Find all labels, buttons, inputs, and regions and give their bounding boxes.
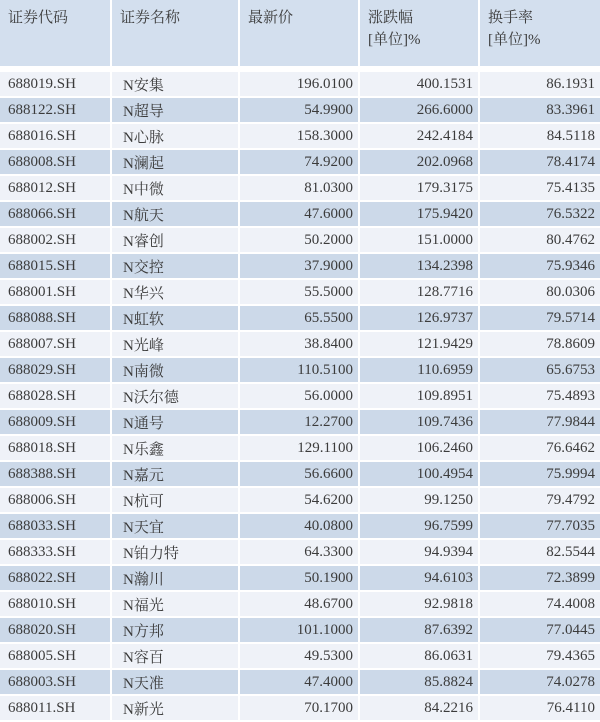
change-percent-cell[interactable]: 121.9429	[360, 332, 480, 358]
table-row	[0, 592, 600, 618]
turnover-rate-cell[interactable]: 75.9994	[480, 462, 600, 488]
security-name-cell[interactable]: N天宜	[112, 514, 240, 540]
header-security-code[interactable]	[0, 0, 112, 72]
header-label: 涨跌幅	[368, 10, 414, 26]
security-code-cell[interactable]: 688016.SH	[0, 124, 112, 150]
security-name-cell[interactable]: N杭可	[112, 488, 240, 514]
table-row	[0, 410, 600, 436]
security-code-cell[interactable]: 688005.SH	[0, 644, 112, 670]
latest-price-cell[interactable]: 47.4000	[240, 670, 360, 696]
latest-price-cell[interactable]: 38.8400	[240, 332, 360, 358]
header-label: 最新价	[248, 10, 294, 26]
change-percent-cell[interactable]: 128.7716	[360, 280, 480, 306]
turnover-rate-cell[interactable]: 79.5714	[480, 306, 600, 332]
table-row	[0, 696, 600, 722]
change-percent-cell[interactable]: 100.4954	[360, 462, 480, 488]
security-code-cell[interactable]: 688022.SH	[0, 566, 112, 592]
change-percent-cell[interactable]: 242.4184	[360, 124, 480, 150]
security-code-cell[interactable]: 688006.SH	[0, 488, 112, 514]
turnover-rate-cell[interactable]: 75.4135	[480, 176, 600, 202]
turnover-rate-cell[interactable]: 75.4893	[480, 384, 600, 410]
header-security-name[interactable]	[112, 0, 240, 72]
security-code-cell[interactable]: 688015.SH	[0, 254, 112, 280]
latest-price-cell[interactable]: 196.0100	[240, 72, 360, 98]
table-body	[0, 72, 600, 722]
change-percent-cell[interactable]: 266.6000	[360, 98, 480, 124]
turnover-rate-cell[interactable]: 80.4762	[480, 228, 600, 254]
header-row	[0, 0, 600, 72]
security-name-cell[interactable]: N超导	[112, 98, 240, 124]
security-code-cell[interactable]: 688011.SH	[0, 696, 112, 722]
table-row	[0, 514, 600, 540]
change-percent-cell[interactable]: 94.9394	[360, 540, 480, 566]
security-code-cell[interactable]: 688003.SH	[0, 670, 112, 696]
security-code-cell[interactable]: 688066.SH	[0, 202, 112, 228]
table-row	[0, 176, 600, 202]
header-turnover-rate[interactable]	[480, 0, 600, 72]
security-name-cell[interactable]: N航天	[112, 202, 240, 228]
header-unit-label: [单位]%	[488, 32, 541, 48]
table-row	[0, 280, 600, 306]
change-percent-cell[interactable]: 85.8824	[360, 670, 480, 696]
table-row	[0, 358, 600, 384]
change-percent-cell[interactable]: 99.1250	[360, 488, 480, 514]
latest-price-cell[interactable]: 56.6600	[240, 462, 360, 488]
turnover-rate-cell[interactable]: 86.1931	[480, 72, 600, 98]
latest-price-cell[interactable]: 37.9000	[240, 254, 360, 280]
turnover-rate-cell[interactable]: 84.5118	[480, 124, 600, 150]
table-row	[0, 644, 600, 670]
change-percent-cell[interactable]: 110.6959	[360, 358, 480, 384]
table-row	[0, 670, 600, 696]
turnover-rate-cell[interactable]: 83.3961	[480, 98, 600, 124]
latest-price-cell[interactable]: 64.3300	[240, 540, 360, 566]
security-code-cell[interactable]: 688001.SH	[0, 280, 112, 306]
latest-price-cell[interactable]: 129.1100	[240, 436, 360, 462]
table-row	[0, 98, 600, 124]
header-latest-price[interactable]	[240, 0, 360, 72]
turnover-rate-cell[interactable]: 74.4008	[480, 592, 600, 618]
turnover-rate-cell[interactable]: 80.0306	[480, 280, 600, 306]
security-code-cell[interactable]: 688333.SH	[0, 540, 112, 566]
change-percent-cell[interactable]: 87.6392	[360, 618, 480, 644]
table-row	[0, 72, 600, 98]
table-row	[0, 306, 600, 332]
turnover-rate-cell[interactable]: 77.9844	[480, 410, 600, 436]
security-name-cell[interactable]: N容百	[112, 644, 240, 670]
security-name-cell[interactable]: N澜起	[112, 150, 240, 176]
security-name-cell[interactable]: N通号	[112, 410, 240, 436]
latest-price-cell[interactable]: 55.5000	[240, 280, 360, 306]
latest-price-cell[interactable]: 110.5100	[240, 358, 360, 384]
security-code-cell[interactable]: 688033.SH	[0, 514, 112, 540]
security-code-cell[interactable]: 688002.SH	[0, 228, 112, 254]
turnover-rate-cell[interactable]: 79.4365	[480, 644, 600, 670]
latest-price-cell[interactable]: 47.6000	[240, 202, 360, 228]
security-code-cell[interactable]: 688388.SH	[0, 462, 112, 488]
security-name-cell[interactable]: N新光	[112, 696, 240, 722]
turnover-rate-cell[interactable]: 65.6753	[480, 358, 600, 384]
security-code-cell[interactable]: 688007.SH	[0, 332, 112, 358]
security-name-cell[interactable]: N铂力特	[112, 540, 240, 566]
security-name-cell[interactable]: N中微	[112, 176, 240, 202]
latest-price-cell[interactable]: 50.1900	[240, 566, 360, 592]
header-unit-label: [单位]%	[368, 32, 421, 48]
change-percent-cell[interactable]: 400.1531	[360, 72, 480, 98]
table-header	[0, 0, 600, 72]
header-label: 证券代码	[8, 10, 69, 26]
table-row	[0, 150, 600, 176]
security-name-cell[interactable]: N光峰	[112, 332, 240, 358]
table-row	[0, 254, 600, 280]
turnover-rate-cell[interactable]: 78.4174	[480, 150, 600, 176]
header-label: 换手率	[488, 10, 534, 26]
security-name-cell[interactable]: N虹软	[112, 306, 240, 332]
security-code-cell[interactable]: 688122.SH	[0, 98, 112, 124]
latest-price-cell[interactable]: 12.2700	[240, 410, 360, 436]
latest-price-cell[interactable]: 158.3000	[240, 124, 360, 150]
table-row	[0, 436, 600, 462]
turnover-rate-cell[interactable]: 76.6462	[480, 436, 600, 462]
table-row	[0, 228, 600, 254]
security-name-cell[interactable]: N瀚川	[112, 566, 240, 592]
security-name-cell[interactable]: N天准	[112, 670, 240, 696]
table-row	[0, 462, 600, 488]
turnover-rate-cell[interactable]: 82.5544	[480, 540, 600, 566]
latest-price-cell[interactable]: 54.6200	[240, 488, 360, 514]
change-percent-cell[interactable]: 175.9420	[360, 202, 480, 228]
change-percent-cell[interactable]: 84.2216	[360, 696, 480, 722]
table-row	[0, 202, 600, 228]
turnover-rate-cell[interactable]: 75.9346	[480, 254, 600, 280]
turnover-rate-cell[interactable]: 77.0445	[480, 618, 600, 644]
change-percent-cell[interactable]: 106.2460	[360, 436, 480, 462]
security-code-cell[interactable]: 688009.SH	[0, 410, 112, 436]
table-row	[0, 124, 600, 150]
change-percent-cell[interactable]: 126.9737	[360, 306, 480, 332]
security-code-cell[interactable]: 688028.SH	[0, 384, 112, 410]
turnover-rate-cell[interactable]: 79.4792	[480, 488, 600, 514]
change-percent-cell[interactable]: 202.0968	[360, 150, 480, 176]
security-name-cell[interactable]: N方邦	[112, 618, 240, 644]
latest-price-cell[interactable]: 40.0800	[240, 514, 360, 540]
security-name-cell[interactable]: N沃尔德	[112, 384, 240, 410]
security-name-cell[interactable]: N嘉元	[112, 462, 240, 488]
turnover-rate-cell[interactable]: 78.8609	[480, 332, 600, 358]
security-code-cell[interactable]: 688020.SH	[0, 618, 112, 644]
change-percent-cell[interactable]: 92.9818	[360, 592, 480, 618]
table-row	[0, 540, 600, 566]
security-code-cell[interactable]: 688008.SH	[0, 150, 112, 176]
security-name-cell[interactable]: N南微	[112, 358, 240, 384]
security-name-cell[interactable]: N福光	[112, 592, 240, 618]
latest-price-cell[interactable]: 70.1700	[240, 696, 360, 722]
turnover-rate-cell[interactable]: 72.3899	[480, 566, 600, 592]
header-label: 证券名称	[120, 10, 181, 26]
change-percent-cell[interactable]: 134.2398	[360, 254, 480, 280]
security-code-cell[interactable]: 688010.SH	[0, 592, 112, 618]
security-code-cell[interactable]: 688029.SH	[0, 358, 112, 384]
table-row	[0, 384, 600, 410]
table-row	[0, 566, 600, 592]
security-code-cell[interactable]: 688018.SH	[0, 436, 112, 462]
table-row	[0, 332, 600, 358]
turnover-rate-cell[interactable]: 76.4110	[480, 696, 600, 722]
turnover-rate-cell[interactable]: 74.0278	[480, 670, 600, 696]
latest-price-cell[interactable]: 65.5500	[240, 306, 360, 332]
latest-price-cell[interactable]: 56.0000	[240, 384, 360, 410]
change-percent-cell[interactable]: 94.6103	[360, 566, 480, 592]
security-code-cell[interactable]: 688012.SH	[0, 176, 112, 202]
latest-price-cell[interactable]: 101.1000	[240, 618, 360, 644]
security-name-cell[interactable]: N心脉	[112, 124, 240, 150]
change-percent-cell[interactable]: 179.3175	[360, 176, 480, 202]
turnover-rate-cell[interactable]: 77.7035	[480, 514, 600, 540]
security-name-cell[interactable]: N安集	[112, 72, 240, 98]
security-code-cell[interactable]: 688088.SH	[0, 306, 112, 332]
change-percent-cell[interactable]: 96.7599	[360, 514, 480, 540]
change-percent-cell[interactable]: 109.7436	[360, 410, 480, 436]
table-row	[0, 488, 600, 514]
security-name-cell[interactable]: N乐鑫	[112, 436, 240, 462]
change-percent-cell[interactable]: 109.8951	[360, 384, 480, 410]
turnover-rate-cell[interactable]: 76.5322	[480, 202, 600, 228]
change-percent-cell[interactable]: 151.0000	[360, 228, 480, 254]
change-percent-cell[interactable]: 86.0631	[360, 644, 480, 670]
latest-price-cell[interactable]: 74.9200	[240, 150, 360, 176]
security-name-cell[interactable]: N睿创	[112, 228, 240, 254]
latest-price-cell[interactable]: 49.5300	[240, 644, 360, 670]
latest-price-cell[interactable]: 54.9900	[240, 98, 360, 124]
latest-price-cell[interactable]: 50.2000	[240, 228, 360, 254]
table-row	[0, 618, 600, 644]
header-change-percent[interactable]	[360, 0, 480, 72]
latest-price-cell[interactable]: 48.6700	[240, 592, 360, 618]
security-code-cell[interactable]: 688019.SH	[0, 72, 112, 98]
security-name-cell[interactable]: N交控	[112, 254, 240, 280]
latest-price-cell[interactable]: 81.0300	[240, 176, 360, 202]
security-name-cell[interactable]: N华兴	[112, 280, 240, 306]
